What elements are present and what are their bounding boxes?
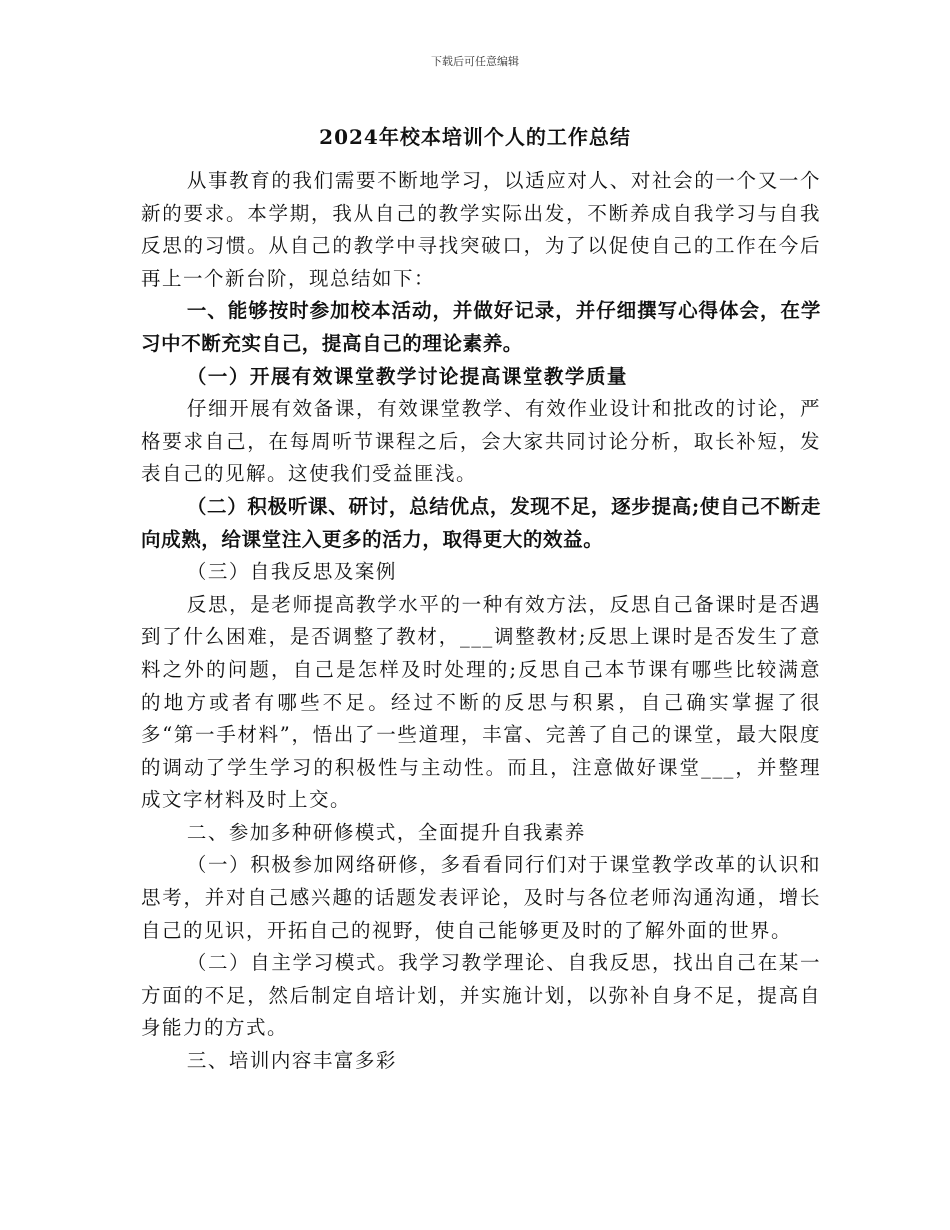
section-3-heading: 三、培训内容丰富多彩 (186, 1049, 397, 1073)
section-2-heading: 二、参加多种研修模式，全面提升自我素养 (186, 820, 586, 844)
subsection-2-1-paragraph: （一）积极参加网络研修，多看看同行们对于课堂教学改革的认识和思考，并对自己感兴趣的话题发表评论，及时与各位老师沟通沟通，增长自己的见识，开拓自己的视野，使自己能够更及时的了解外面的世界。 (141, 853, 821, 942)
intro-paragraph: 从事教育的我们需要不断地学习，以适应对人、对社会的一个又一个新的要求。本学期，我从自己的教学实际出发，不断养成自我学习与自我反思的习惯。从自己的教学中寻找突破口，为了以促使自己的工作在今后再上一个新台阶，现总结如下： (141, 169, 821, 290)
subsection-1-2-paragraph: （二）积极听课、研讨，总结优点，发现不足，逐步提高;使自己不断走向成熟，给课堂注入更多的活力，取得更大的效益。 (141, 494, 821, 551)
document-body (141, 165, 821, 1078)
subsection-2-2-paragraph: （二）自主学习模式。我学习教学理论、自我反思，找出自己在某一方面的不足，然后制定自培计划，并实施计划，以弥补自身不足，提高自身能力的方式。 (141, 951, 821, 1040)
document-title: 2024年校本培训个人的工作总结 (319, 125, 631, 149)
page-header-note: 下载后可任意编辑 (431, 55, 519, 68)
subsection-1-1-paragraph: 仔细开展有效备课，有效课堂教学、有效作业设计和批改的讨论，严格要求自己，在每周听节课程之后，会大家共同讨论分析，取长补短，发表自己的见解。这使我们受益匪浅。 (141, 397, 821, 486)
subsection-1-3-paragraph: 反思，是老师提高教学水平的一种有效方法，反思自己备课时是否遇到了什么困难，是否调整了教材，___调整教材;反思上课时是否发生了意料之外的问题，自己是怎样及时处理的;反思自己本节课有哪些比较满意的地方或者有哪些不足。经过不断的反思与积累，自己确实掌握了很多“第一手材料”，悟出了一些道理，丰富、完善了自己的课堂，最大限度的调动了学生学习的积极性与主动性。而且，注意做好课堂___，并整理成文字材料及时上交。 (141, 592, 821, 812)
subsection-1-1-heading: （一）开展有效课堂教学讨论提高课堂教学质量 (186, 364, 628, 388)
subsection-1-3-heading: （三）自我反思及案例 (186, 560, 397, 584)
section-1-heading: 一、能够按时参加校本活动，并做好记录，并仔细撰写心得体会，在学习中不断充实自己，提高自己的理论素养。 (141, 299, 821, 355)
